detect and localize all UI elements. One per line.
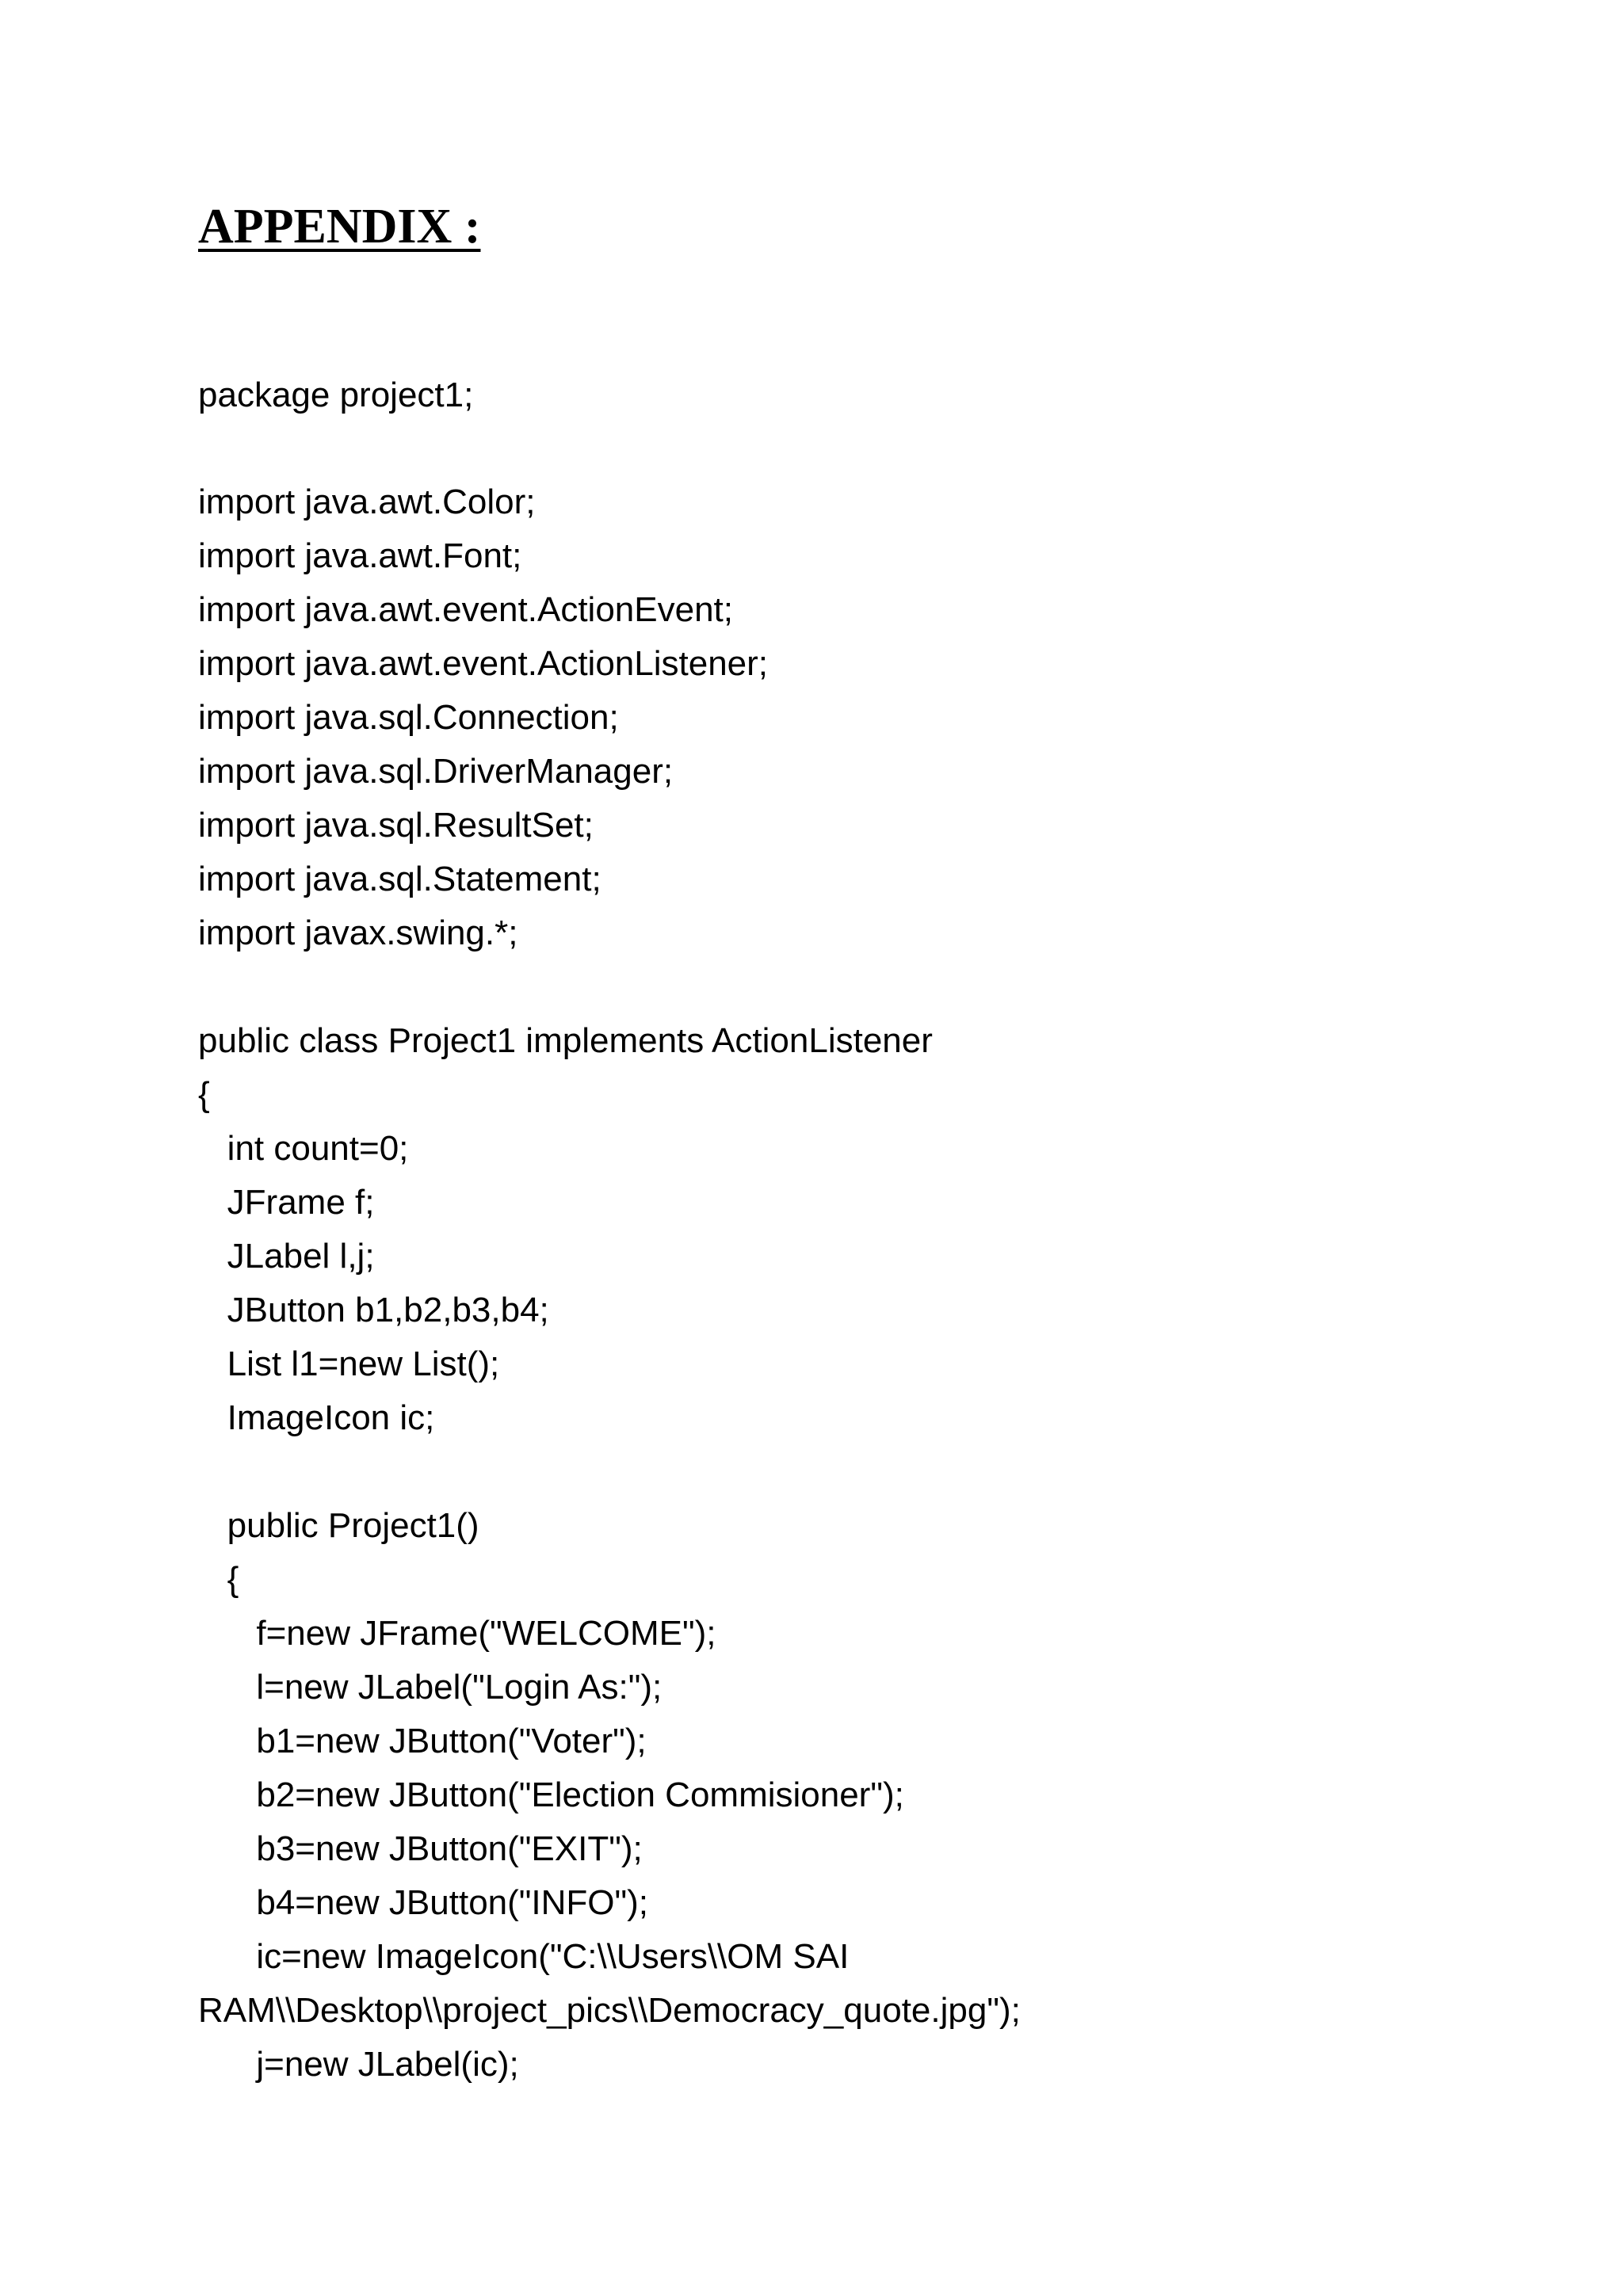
appendix-heading: APPENDIX : — [198, 200, 481, 254]
code-line: import java.awt.event.ActionEvent; — [198, 590, 733, 629]
code-line: { — [198, 1560, 239, 1599]
code-line: int count=0; — [198, 1129, 409, 1168]
code-line: b1=new JButton("Voter"); — [198, 1722, 647, 1760]
code-line: b2=new JButton("Election Commisioner"); — [198, 1775, 904, 1814]
code-line: import java.awt.Color; — [198, 482, 536, 521]
code-line: List l1=new List(); — [198, 1344, 500, 1383]
code-listing — [198, 0, 1545, 2084]
code-line: package project1; — [198, 376, 474, 414]
code-line: RAM\\Desktop\\project_pics\\Democracy_quote.jpg"); — [198, 1991, 1021, 2030]
code-line: ic=new ImageIcon("C:\\Users\\OM SAI — [198, 1937, 850, 1976]
code-line: l=new JLabel("Login As:"); — [198, 1668, 663, 1707]
code-line: import java.sql.ResultSet; — [198, 806, 594, 845]
code-line: import java.sql.Statement; — [198, 860, 601, 898]
code-line: import javax.swing.*; — [198, 913, 518, 952]
code-line: import java.awt.Font; — [198, 536, 522, 575]
code-line: b3=new JButton("EXIT"); — [198, 1829, 643, 1868]
code-line: ImageIcon ic; — [198, 1398, 435, 1437]
code-line: import java.sql.DriverManager; — [198, 752, 674, 791]
code-line: j=new JLabel(ic); — [198, 2045, 519, 2084]
code-line: JButton b1,b2,b3,b4; — [198, 1291, 549, 1329]
code-line: import java.awt.event.ActionListener; — [198, 644, 769, 683]
code-line: b4=new JButton("INFO"); — [198, 1883, 649, 1922]
code-line: public Project1() — [198, 1506, 479, 1545]
code-line: JFrame f; — [198, 1183, 375, 1222]
code-line: { — [198, 1075, 210, 1114]
code-line: f=new JFrame("WELCOME"); — [198, 1614, 716, 1653]
code-line: import java.sql.Connection; — [198, 698, 619, 737]
code-line: JLabel l,j; — [198, 1237, 375, 1276]
code-line: public class Project1 implements ActionListener — [198, 1021, 933, 1060]
